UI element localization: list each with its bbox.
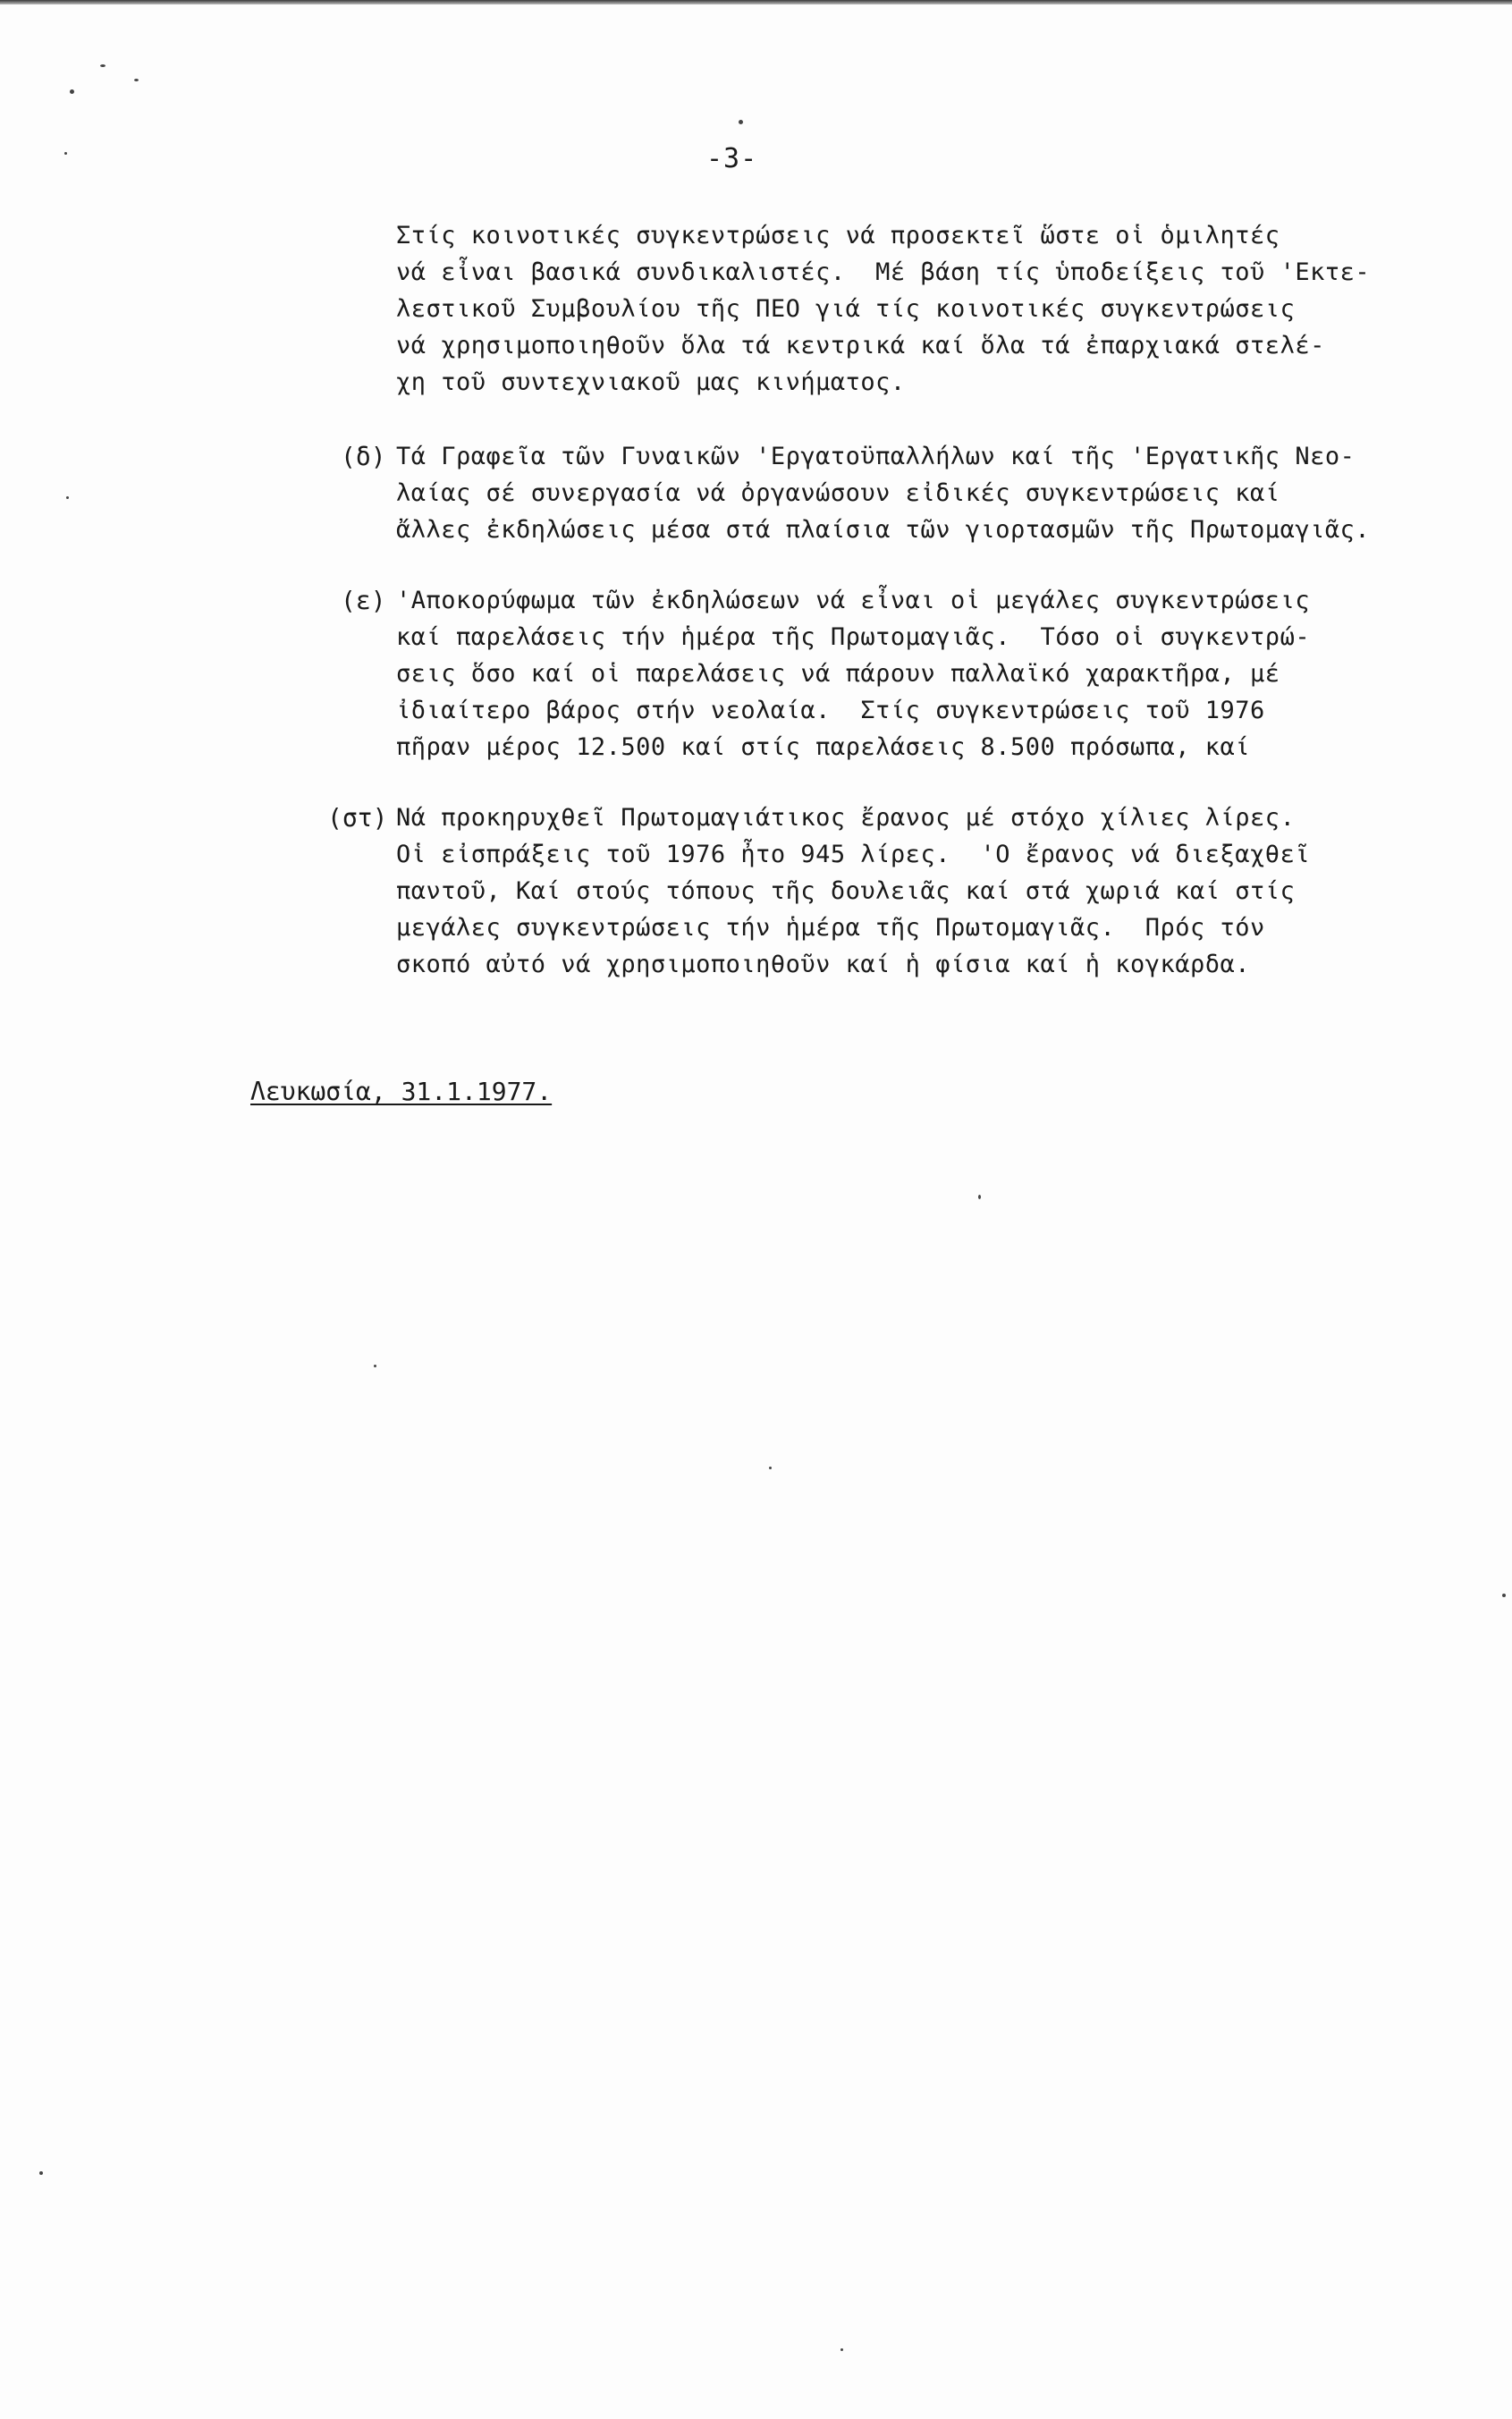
scan-speck bbox=[978, 1195, 981, 1199]
paragraph-line: ἄλλες ἐκδηλώσεις μέσα στά πλαίσια τῶν γιορτασμῶν τῆς Πρωτομαγιᾶς. bbox=[396, 516, 1371, 544]
paragraph-line: παντοῦ, Καί στούς τόπους τῆς δουλειᾶς καί στά χωριά καί στίς bbox=[396, 877, 1296, 905]
item-paragraph-delta bbox=[396, 438, 1370, 548]
scan-speck bbox=[64, 152, 67, 155]
scan-speck bbox=[70, 89, 74, 94]
paragraph-line: λεστικοῦ Συμβουλίου τῆς ΠΕΟ γιά τίς κοινοτικές συγκεντρώσεις bbox=[396, 295, 1296, 323]
scan-top-edge bbox=[0, 0, 1512, 4]
paragraph-line: Τά Γραφεῖα τῶν Γυναικῶν 'Εργατοϋπαλλήλων καί τῆς 'Εργατικῆς Νεο- bbox=[396, 443, 1356, 470]
page-number: -3- bbox=[706, 143, 758, 174]
scan-speck bbox=[374, 1365, 376, 1367]
intro-paragraph bbox=[396, 217, 1370, 401]
paragraph-line: χη τοῦ συντεχνιακοῦ μας κινήματος. bbox=[396, 368, 906, 396]
paragraph-line: καί παρελάσεις τήν ἡμέρα τῆς Πρωτομαγιᾶς. Τόσο οἱ συγκεντρώ- bbox=[396, 623, 1311, 651]
item-label-stigma: (στ) bbox=[327, 803, 388, 833]
paragraph-line: σκοπό αὐτό νά χρησιμοποιηθοῦν καί ἡ φίσια καί ἡ κογκάρδα. bbox=[396, 951, 1251, 978]
scan-speck bbox=[739, 120, 743, 124]
scan-speck bbox=[66, 496, 69, 499]
item-label-epsilon: (ε) bbox=[341, 586, 386, 615]
scan-speck bbox=[134, 79, 139, 81]
paragraph-line: νά χρησιμοποιηθοῦν ὅλα τά κεντρικά καί ὅλα τά ἐπαρχιακά στελέ- bbox=[396, 332, 1325, 359]
scan-speck bbox=[100, 64, 106, 67]
scan-speck bbox=[769, 1467, 772, 1469]
paragraph-line: σεις ὅσο καί οἱ παρελάσεις νά πάρουν παλλαϊκό χαρακτῆρα, μέ bbox=[396, 660, 1280, 688]
paragraph-line: 'Αποκορύφωμα τῶν ἐκδηλώσεων νά εἶναι οἱ μεγάλες συγκεντρώσεις bbox=[396, 587, 1311, 614]
paragraph-line: Νά προκηρυχθεῖ Πρωτομαγιάτικος ἔρανος μέ στόχο χίλιες λίρες. bbox=[396, 804, 1296, 832]
scan-speck bbox=[39, 2171, 43, 2175]
paragraph-line: Οἱ εἰσπράξεις τοῦ 1976 ἦτο 945 λίρες. 'Ο ἔρανος νά διεξαχθεῖ bbox=[396, 841, 1311, 868]
paragraph-line: Στίς κοινοτικές συγκεντρώσεις νά προσεκτεῖ ὥστε οἱ ὁμιλητές bbox=[396, 222, 1280, 250]
scan-speck bbox=[840, 2348, 843, 2351]
place-date: Λευκωσία, 31.1.1977. bbox=[250, 1077, 553, 1106]
item-paragraph-stigma bbox=[396, 799, 1310, 983]
paragraph-line: λαίας σέ συνεργασία νά ὀργανώσουν εἰδικές συγκεντρώσεις καί bbox=[396, 479, 1280, 507]
paragraph-line: πῆραν μέρος 12.500 καί στίς παρελάσεις 8.500 πρόσωπα, καί bbox=[396, 733, 1251, 761]
scan-speck bbox=[1502, 1594, 1506, 1597]
paragraph-line: νά εἶναι βασικά συνδικαλιστές. Μέ βάση τίς ὑποδείξεις τοῦ 'Εκτε- bbox=[396, 258, 1371, 286]
paragraph-line: μεγάλες συγκεντρώσεις τήν ἡμέρα τῆς Πρωτομαγιᾶς. Πρός τόν bbox=[396, 914, 1265, 942]
item-paragraph-epsilon bbox=[396, 582, 1310, 765]
item-label-delta: (δ) bbox=[341, 442, 386, 471]
paragraph-line: ἰδιαίτερο βάρος στήν νεολαία. Στίς συγκεντρώσεις τοῦ 1976 bbox=[396, 697, 1265, 724]
